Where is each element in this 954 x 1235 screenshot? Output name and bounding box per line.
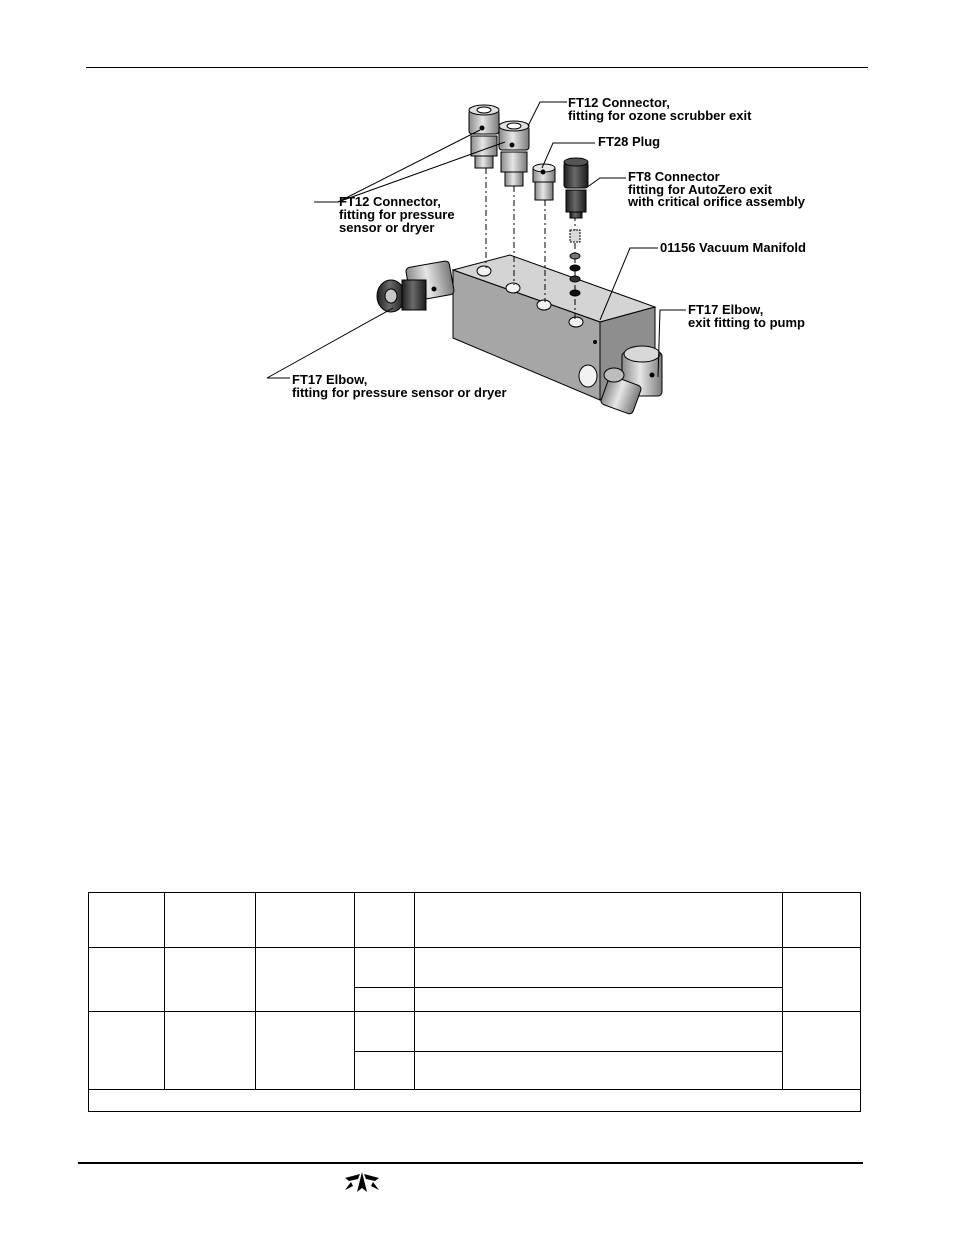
label-ft8-line2: fitting for AutoZero exit [628,182,772,197]
company-logo-icon [343,1168,381,1194]
table-footnote-cell [89,1089,861,1111]
vacuum-manifold-figure [250,90,840,430]
table-cell [415,988,783,1011]
label-ft17-pressure-line2: fitting for pressure sensor or dryer [292,385,507,400]
label-ft17-pump-line2: exit fitting to pump [688,315,805,330]
label-ft28: FT28 Plug [598,134,661,149]
ft12-connector-pressure [469,105,499,168]
table-cell [783,1011,861,1089]
table-cell [783,893,861,948]
table-cell [89,1011,165,1089]
label-manifold: 01156 Vacuum Manifold [660,240,806,255]
footer-rule [78,1162,863,1164]
table-cell [165,893,256,948]
table-cell [355,1051,415,1089]
table-cell [415,893,783,948]
table-cell [89,893,165,948]
table-cell [355,948,415,988]
table-cell [355,1011,415,1051]
label-ft17-pump-line1: FT17 Elbow, [688,302,764,317]
label-ft8-line1: FT8 Connector [628,169,720,184]
table-cell [256,948,355,1011]
table-cell [415,1011,783,1051]
table-cell [783,948,861,1011]
ft17-elbow-pressure [377,260,455,312]
table-cell [355,988,415,1011]
label-ft12-pressure-line1: FT12 Connector, [339,194,441,209]
label-ft12-pressure-line3: sensor or dryer [339,220,435,235]
table-row [89,1011,861,1051]
table-cell [165,1011,256,1089]
table-cell [256,893,355,948]
label-ft17-pressure-line1: FT17 Elbow, [292,372,368,387]
ft12-connector-ozone [499,121,529,186]
table-cell [415,1051,783,1089]
label-ft8-line3: with critical orifice assembly [628,194,806,209]
table-cell [355,893,415,948]
table-row [89,1089,861,1111]
label-ft12-ozone-line2: fitting for ozone scrubber exit [568,108,752,123]
table-row [89,893,861,948]
table-cell [89,948,165,1011]
table-cell [256,1011,355,1089]
ft28-plug [533,164,555,200]
header-rule [86,67,868,68]
table-cell [165,948,256,1011]
label-ft12-pressure-line2: fitting for pressure [339,207,455,222]
table-row [89,948,861,988]
label-ft12-ozone-line1: FT12 Connector, [568,95,670,110]
table-cell [415,948,783,988]
parts-table [88,892,861,1112]
